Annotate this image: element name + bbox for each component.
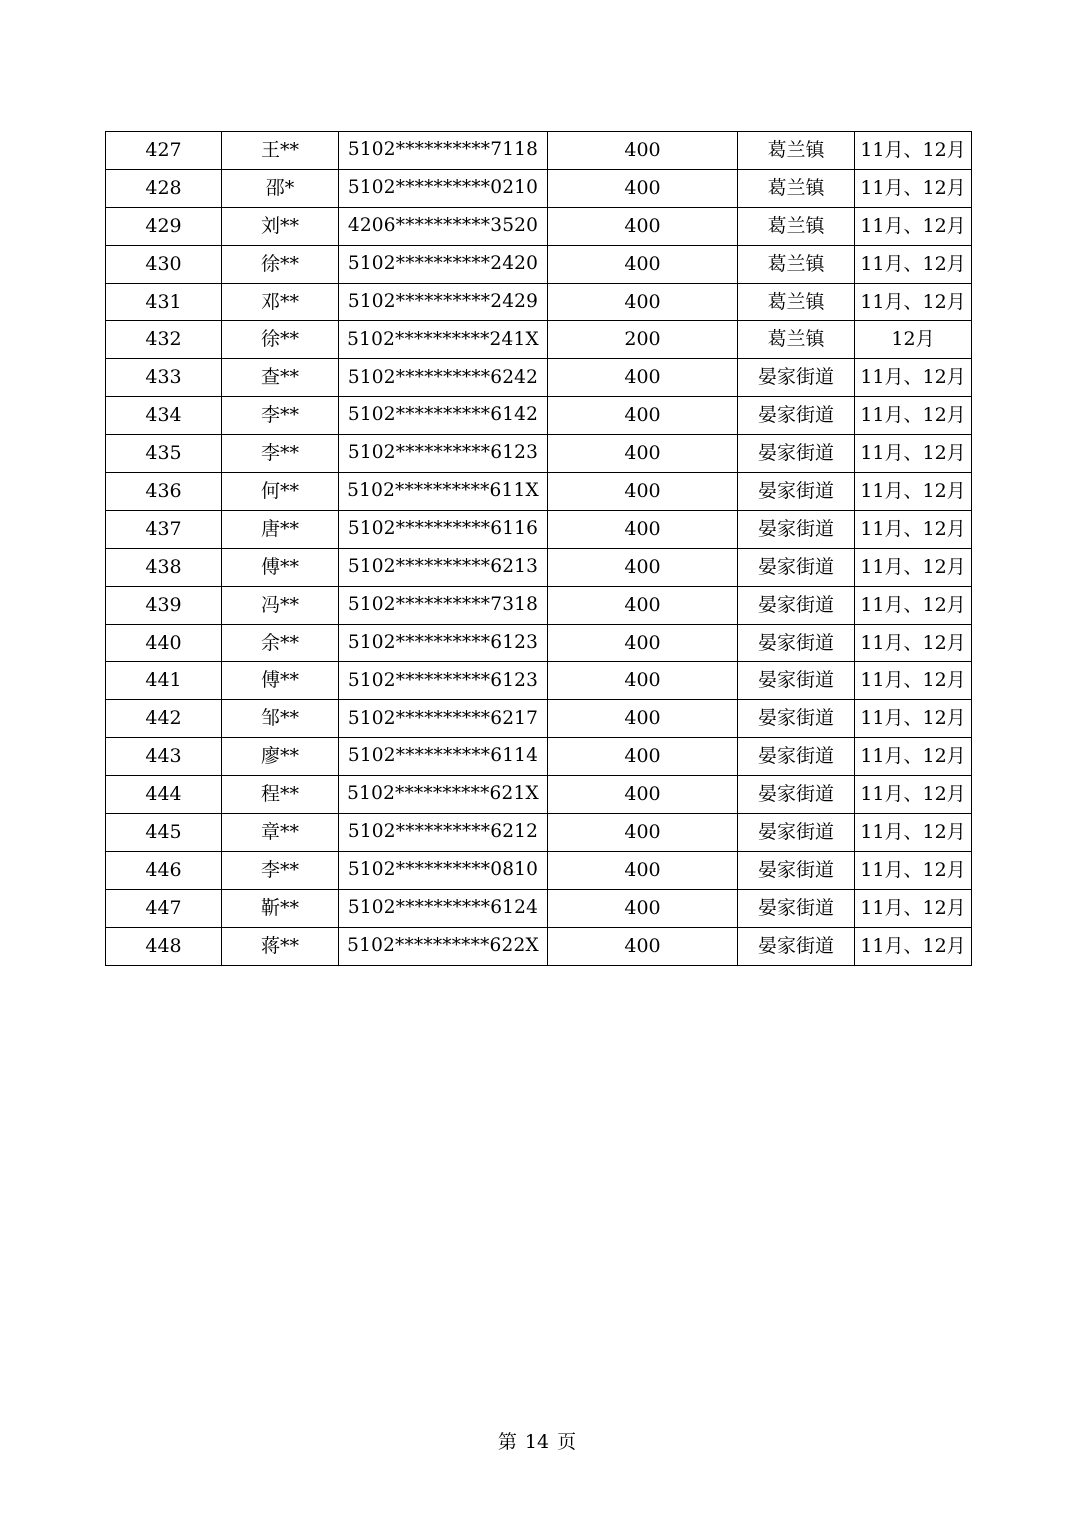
name-cell: 刘** (222, 207, 339, 245)
id-number-cell: 5102**********6114 (339, 738, 548, 776)
id-number-cell: 5102**********6116 (339, 510, 548, 548)
id-number-cell: 4206**********3520 (339, 207, 548, 245)
months-cell: 11月、12月 (855, 359, 972, 397)
id-number-cell: 5102**********2429 (339, 283, 548, 321)
page-footer (0, 1430, 1074, 1454)
months-cell: 11月、12月 (855, 207, 972, 245)
table-row (106, 738, 972, 776)
table-row (106, 624, 972, 662)
name-cell: 唐** (222, 510, 339, 548)
amount-cell: 200 (548, 321, 738, 359)
amount-cell: 400 (548, 624, 738, 662)
area-cell: 晏家街道 (738, 586, 855, 624)
amount-cell: 400 (548, 548, 738, 586)
table-row (106, 207, 972, 245)
months-cell: 11月、12月 (855, 851, 972, 889)
id-number-cell: 5102**********611X (339, 473, 548, 511)
page-label-prefix: 第 (497, 1431, 517, 1453)
serial-number-cell: 439 (106, 586, 222, 624)
months-cell: 11月、12月 (855, 700, 972, 738)
amount-cell: 400 (548, 473, 738, 511)
name-cell: 李** (222, 851, 339, 889)
months-cell: 11月、12月 (855, 132, 972, 170)
serial-number-cell: 440 (106, 624, 222, 662)
subsidy-table (105, 131, 972, 966)
amount-cell: 400 (548, 283, 738, 321)
serial-number-cell: 428 (106, 169, 222, 207)
table-row (106, 435, 972, 473)
area-cell: 晏家街道 (738, 624, 855, 662)
serial-number-cell: 447 (106, 889, 222, 927)
months-cell: 11月、12月 (855, 889, 972, 927)
area-cell: 晏家街道 (738, 927, 855, 965)
serial-number-cell: 444 (106, 776, 222, 814)
amount-cell: 400 (548, 851, 738, 889)
table-row (106, 889, 972, 927)
name-cell: 何** (222, 473, 339, 511)
id-number-cell: 5102**********7118 (339, 132, 548, 170)
page-label-suffix: 页 (557, 1431, 577, 1453)
area-cell: 葛兰镇 (738, 245, 855, 283)
months-cell: 11月、12月 (855, 397, 972, 435)
id-number-cell: 5102**********6242 (339, 359, 548, 397)
amount-cell: 400 (548, 662, 738, 700)
table-row (106, 473, 972, 511)
id-number-cell: 5102**********0810 (339, 851, 548, 889)
area-cell: 晏家街道 (738, 662, 855, 700)
serial-number-cell: 431 (106, 283, 222, 321)
serial-number-cell: 445 (106, 814, 222, 852)
amount-cell: 400 (548, 586, 738, 624)
amount-cell: 400 (548, 814, 738, 852)
id-number-cell: 5102**********622X (339, 927, 548, 965)
amount-cell: 400 (548, 889, 738, 927)
serial-number-cell: 448 (106, 927, 222, 965)
amount-cell: 400 (548, 245, 738, 283)
serial-number-cell: 436 (106, 473, 222, 511)
table-row (106, 283, 972, 321)
name-cell: 徐** (222, 245, 339, 283)
area-cell: 葛兰镇 (738, 283, 855, 321)
amount-cell: 400 (548, 397, 738, 435)
serial-number-cell: 430 (106, 245, 222, 283)
area-cell: 晏家街道 (738, 397, 855, 435)
serial-number-cell: 432 (106, 321, 222, 359)
name-cell: 傅** (222, 548, 339, 586)
area-cell: 晏家街道 (738, 548, 855, 586)
months-cell: 11月、12月 (855, 814, 972, 852)
area-cell: 葛兰镇 (738, 132, 855, 170)
table-row (106, 321, 972, 359)
amount-cell: 400 (548, 435, 738, 473)
months-cell: 11月、12月 (855, 662, 972, 700)
id-number-cell: 5102**********6123 (339, 624, 548, 662)
serial-number-cell: 442 (106, 700, 222, 738)
serial-number-cell: 427 (106, 132, 222, 170)
area-cell: 晏家街道 (738, 700, 855, 738)
area-cell: 晏家街道 (738, 510, 855, 548)
serial-number-cell: 441 (106, 662, 222, 700)
table-row (106, 851, 972, 889)
area-cell: 葛兰镇 (738, 321, 855, 359)
id-number-cell: 5102**********6123 (339, 435, 548, 473)
months-cell: 11月、12月 (855, 927, 972, 965)
amount-cell: 400 (548, 510, 738, 548)
serial-number-cell: 443 (106, 738, 222, 776)
amount-cell: 400 (548, 169, 738, 207)
name-cell: 傅** (222, 662, 339, 700)
table-row (106, 397, 972, 435)
name-cell: 廖** (222, 738, 339, 776)
id-number-cell: 5102**********6212 (339, 814, 548, 852)
area-cell: 晏家街道 (738, 359, 855, 397)
amount-cell: 400 (548, 776, 738, 814)
table-row (106, 586, 972, 624)
months-cell: 11月、12月 (855, 435, 972, 473)
amount-cell: 400 (548, 927, 738, 965)
months-cell: 11月、12月 (855, 283, 972, 321)
table-row (106, 700, 972, 738)
table-row (106, 776, 972, 814)
name-cell: 蒋** (222, 927, 339, 965)
id-number-cell: 5102**********7318 (339, 586, 548, 624)
name-cell: 徐** (222, 321, 339, 359)
name-cell: 李** (222, 435, 339, 473)
serial-number-cell: 438 (106, 548, 222, 586)
months-cell: 11月、12月 (855, 510, 972, 548)
id-number-cell: 5102**********6142 (339, 397, 548, 435)
id-number-cell: 5102**********241X (339, 321, 548, 359)
area-cell: 晏家街道 (738, 738, 855, 776)
name-cell: 程** (222, 776, 339, 814)
serial-number-cell: 434 (106, 397, 222, 435)
name-cell: 邹** (222, 700, 339, 738)
table-row (106, 245, 972, 283)
serial-number-cell: 446 (106, 851, 222, 889)
id-number-cell: 5102**********6123 (339, 662, 548, 700)
months-cell: 11月、12月 (855, 548, 972, 586)
area-cell: 晏家街道 (738, 851, 855, 889)
serial-number-cell: 429 (106, 207, 222, 245)
area-cell: 晏家街道 (738, 889, 855, 927)
table-row (106, 927, 972, 965)
months-cell: 12月 (855, 321, 972, 359)
name-cell: 靳** (222, 889, 339, 927)
id-number-cell: 5102**********0210 (339, 169, 548, 207)
table-row (106, 510, 972, 548)
name-cell: 邓** (222, 283, 339, 321)
months-cell: 11月、12月 (855, 738, 972, 776)
months-cell: 11月、12月 (855, 776, 972, 814)
amount-cell: 400 (548, 738, 738, 776)
area-cell: 葛兰镇 (738, 169, 855, 207)
page-number: 14 (524, 1431, 550, 1453)
amount-cell: 400 (548, 207, 738, 245)
months-cell: 11月、12月 (855, 169, 972, 207)
id-number-cell: 5102**********6124 (339, 889, 548, 927)
table-row (106, 132, 972, 170)
area-cell: 晏家街道 (738, 473, 855, 511)
table-row (106, 814, 972, 852)
table-body (106, 132, 972, 966)
name-cell: 冯** (222, 586, 339, 624)
months-cell: 11月、12月 (855, 245, 972, 283)
id-number-cell: 5102**********2420 (339, 245, 548, 283)
id-number-cell: 5102**********6213 (339, 548, 548, 586)
amount-cell: 400 (548, 132, 738, 170)
area-cell: 晏家街道 (738, 814, 855, 852)
table-row (106, 548, 972, 586)
id-number-cell: 5102**********621X (339, 776, 548, 814)
area-cell: 晏家街道 (738, 435, 855, 473)
name-cell: 王** (222, 132, 339, 170)
name-cell: 章** (222, 814, 339, 852)
serial-number-cell: 433 (106, 359, 222, 397)
amount-cell: 400 (548, 359, 738, 397)
table-row (106, 169, 972, 207)
table-row (106, 359, 972, 397)
months-cell: 11月、12月 (855, 473, 972, 511)
months-cell: 11月、12月 (855, 586, 972, 624)
name-cell: 查** (222, 359, 339, 397)
name-cell: 邵* (222, 169, 339, 207)
table-row (106, 662, 972, 700)
id-number-cell: 5102**********6217 (339, 700, 548, 738)
serial-number-cell: 435 (106, 435, 222, 473)
name-cell: 余** (222, 624, 339, 662)
serial-number-cell: 437 (106, 510, 222, 548)
amount-cell: 400 (548, 700, 738, 738)
area-cell: 晏家街道 (738, 776, 855, 814)
name-cell: 李** (222, 397, 339, 435)
months-cell: 11月、12月 (855, 624, 972, 662)
area-cell: 葛兰镇 (738, 207, 855, 245)
